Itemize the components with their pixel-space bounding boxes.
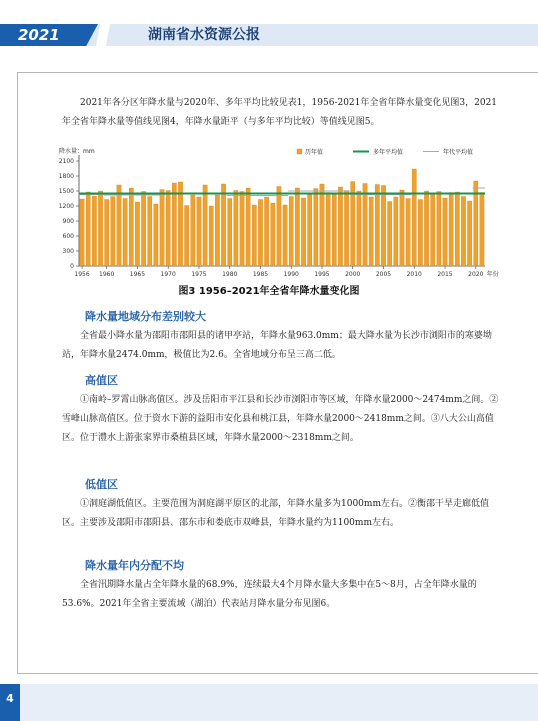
bar-1971	[172, 183, 176, 266]
rainfall-chart-svg	[57, 143, 517, 283]
bar-1962	[117, 185, 121, 266]
x-tick-label: 1990	[283, 271, 299, 278]
bar-1958	[92, 196, 96, 266]
y-tick-label: 0	[70, 263, 74, 270]
bar-2013	[431, 194, 435, 266]
bar-2011	[418, 200, 422, 267]
x-tick-label: 1960	[99, 271, 115, 278]
bar-2007	[394, 197, 398, 266]
bar-1975	[197, 197, 201, 266]
x-tick-label: 1995	[314, 271, 330, 278]
bar-1959	[98, 191, 102, 266]
section-text-high: ①南岭–罗霄山脉高值区。涉及岳阳市平江县和长沙市浏阳市等区域，年降水量2000～2474mm之间。②雪峰山脉高值区。位于资水下游的益阳市安化县和桃江县，年降水量2000～2418mm之间。③八大公山高值区。位于澧水上游张家界市桑植县区域，年降水量2000～2318mm之间。	[62, 395, 499, 443]
chart-caption: 图3 1956–2021年全省年降水量变化图	[178, 286, 360, 297]
bar-1988	[277, 187, 281, 267]
bar-1998	[338, 187, 342, 266]
y-tick-label: 600	[62, 233, 74, 240]
section-heading-low: 低值区	[85, 478, 118, 491]
bar-1989	[283, 205, 287, 266]
bar-2006	[387, 202, 391, 267]
bar-2004	[375, 185, 379, 267]
bar-1990	[289, 197, 293, 267]
header-title: 湖南省水资源公报	[148, 27, 260, 43]
y-tick-label: 1800	[58, 173, 74, 180]
bar-1996	[326, 193, 330, 267]
x-tick-label: 2010	[406, 271, 422, 278]
x-tick-label: 2000	[345, 271, 361, 278]
legend-swatch-bars	[297, 149, 302, 154]
bar-2001	[357, 191, 361, 266]
bar-2015	[443, 198, 447, 266]
bar-1985	[258, 200, 262, 267]
y-tick-label: 300	[62, 248, 74, 255]
bar-2010	[412, 169, 416, 266]
bar-1967	[148, 197, 152, 267]
y-tick-label: 1200	[58, 203, 74, 210]
bar-2005	[381, 186, 385, 267]
y-tick-label: 900	[62, 218, 74, 225]
bar-1991	[295, 188, 299, 266]
bar-2002	[363, 184, 367, 267]
section-heading-distribution: 降水量地域分布差别较大	[85, 310, 206, 323]
bar-1976	[203, 185, 207, 266]
bar-1961	[111, 197, 115, 267]
x-tick-label: 2015	[437, 271, 453, 278]
bar-1997	[332, 195, 336, 267]
bar-1995	[320, 184, 324, 266]
bar-1966	[141, 192, 145, 267]
bar-1981	[234, 191, 238, 267]
section-text-distribution: 全省最小降水量为邵阳市邵阳县的诸甲亭站，年降水量963.0mm；最大降水量为长沙市浏阳市的寒婆坳站，年降水量2474.0mm，极值比为2.6。全省地域分布呈三高二低。	[62, 331, 492, 360]
bar-1978	[215, 195, 219, 266]
bar-1965	[135, 202, 139, 266]
x-tick-label: 1975	[191, 271, 207, 278]
x-tick-label: 1980	[222, 271, 238, 278]
bar-1969	[160, 190, 164, 267]
bar-2018	[461, 197, 465, 267]
bar-1999	[344, 191, 348, 267]
section-heading-monthly: 降水量年内分配不均	[85, 559, 184, 572]
x-tick-label: 1956	[74, 271, 90, 278]
bar-1992	[301, 198, 305, 266]
bar-2021	[480, 193, 484, 267]
bar-1973	[184, 206, 188, 267]
y-tick-label: 2100	[58, 158, 74, 165]
bar-2016	[449, 193, 453, 267]
bar-1968	[154, 204, 158, 266]
bar-1980	[228, 199, 232, 267]
legend-label-average: 多年平均值	[373, 149, 404, 156]
bar-1979	[221, 184, 225, 266]
rainfall-chart	[57, 143, 517, 303]
bar-1982	[240, 192, 244, 267]
page-number: 4	[6, 692, 14, 705]
intro-paragraph: 2021年各分区年降水量与2020年、多年平均比较见表1，1956-2021年全省年降水量变化见图3，2021年全省年降水量等值线见图4，年降水量距平（与多年平均比较）等值线见图5。	[62, 98, 498, 127]
bar-2012	[424, 191, 428, 266]
bar-1994	[314, 189, 318, 267]
bar-2009	[406, 199, 410, 267]
x-tick-label: 1985	[252, 271, 269, 278]
x-tick-label: 1965	[129, 271, 146, 278]
x-tick-label: 2005	[375, 271, 392, 278]
footer-strip	[20, 684, 538, 721]
bar-1970	[166, 191, 170, 267]
bar-1984	[252, 205, 256, 266]
bar-2008	[400, 190, 404, 266]
bar-1960	[105, 200, 109, 267]
bar-1977	[209, 206, 213, 266]
legend-label-decade: 年代平均值	[443, 149, 474, 156]
bar-1986	[264, 197, 268, 266]
section-text-monthly: 全省汛期降水量占全年降水量的68.9%，连续最大4个月降水量大多集中在5～8月，占全年降水量的53.6%。2021年全省主要流域（湖泊）代表站月降水量分布见图6。	[62, 580, 477, 609]
x-tick-label: 2020	[468, 271, 484, 278]
section-text-low: ①洞庭湖低值区。主要范围为洞庭湖平原区的北部，年降水量多为1000mm左右。②衡邵干旱走廊低值区。主要涉及邵阳市邵阳县、邵东市和娄底市双峰县，年降水量约为1100mm左右。	[62, 499, 489, 528]
bar-2014	[437, 192, 441, 267]
header-year: 2021	[18, 26, 60, 44]
bar-1964	[129, 188, 133, 266]
y-tick-label: 1500	[58, 188, 74, 195]
bar-1972	[178, 182, 182, 266]
y-axis-label: 降水量：mm	[59, 148, 95, 155]
bar-1993	[308, 195, 312, 267]
x-tick-label: 1970	[160, 271, 176, 278]
bar-2003	[369, 197, 373, 266]
bar-1983	[246, 188, 250, 266]
bar-2019	[467, 201, 471, 266]
bar-2017	[455, 192, 459, 266]
legend-label-bars: 历年值	[305, 149, 324, 156]
x-axis-label: 年份	[486, 271, 499, 278]
bar-1974	[191, 195, 195, 266]
section-heading-high: 高值区	[85, 374, 118, 387]
bar-1963	[123, 199, 127, 267]
bar-1956	[80, 199, 84, 266]
bar-1957	[86, 192, 90, 266]
bar-1987	[271, 203, 275, 266]
